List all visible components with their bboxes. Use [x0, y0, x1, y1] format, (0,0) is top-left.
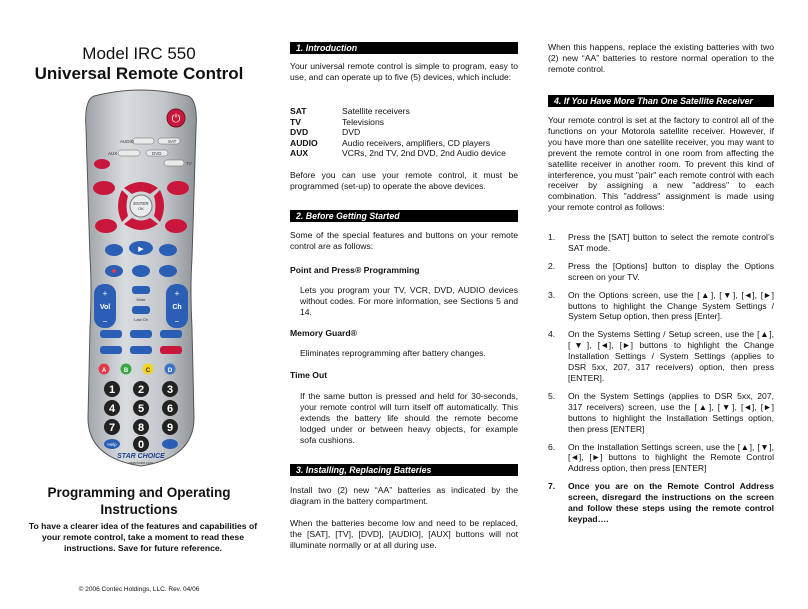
- point-press-title: Point and Press® Programming: [290, 265, 420, 275]
- svg-text:D: D: [167, 368, 173, 374]
- svg-text:3: 3: [166, 384, 174, 396]
- features-intro: Some of the special features and buttons on your remote control are as follows:: [290, 230, 518, 251]
- svg-text:Vol: Vol: [99, 304, 111, 311]
- device-row: AUDIO Audio receivers, amplifiers, CD players: [290, 137, 491, 148]
- step-item: 2. Press the [Options] button to display the Options screen on your TV.: [548, 260, 774, 282]
- svg-text:ENTER: ENTER: [133, 201, 149, 206]
- svg-text:A: A: [101, 368, 107, 374]
- svg-text:B: B: [123, 368, 129, 374]
- svg-text:6: 6: [166, 403, 174, 415]
- setup-steps: [548, 232, 774, 525]
- section-1-header: 1. Introduction: [290, 42, 518, 54]
- svg-text:−: −: [174, 317, 180, 326]
- svg-text:−: −: [102, 317, 108, 326]
- svg-text:2: 2: [137, 384, 145, 396]
- svg-text:Help: Help: [107, 442, 117, 447]
- step-item: 5. On the System Settings (applies to DSR 5xx, 207, 317 receivers) screen, use the [▲], [▼], [◄], [►] buttons to highlight the Installation Settings option, then press [ENTER]: [548, 390, 774, 434]
- svg-text:Ch: Ch: [172, 304, 182, 311]
- svg-text:Mute: Mute: [136, 297, 146, 302]
- svg-text:7: 7: [108, 422, 116, 434]
- time-out-text: If the same button is pressed and held for 30-seconds, your remote control will turn itself off automatically. This extends the battery life should the remote become lodged under or between heavy objects, for example sofa cushions.: [300, 391, 518, 445]
- svg-text:+: +: [102, 289, 108, 298]
- svg-text:DVD: DVD: [152, 151, 162, 156]
- mode-label-sat: SAT: [168, 139, 177, 144]
- step-item: 1. Press the [SAT] button to select the remote control’s SAT mode.: [548, 232, 774, 253]
- point-press-text: Lets you program your TV, VCR, DVD, AUDIO devices without codes. For more information, see Sections 5 and 14.: [300, 285, 518, 317]
- step-item: 6. On the Installation Settings screen, use the [▲], [▼], [◄], [►] buttons to highlight the Remote Control Address option, then press [ENTER]: [548, 441, 774, 474]
- svg-text:5: 5: [137, 403, 145, 415]
- svg-text:9: 9: [166, 422, 174, 434]
- section-4-header: 4. If You Have More Than One Satellite Receiver: [548, 95, 774, 107]
- intro-paragraph: Your universal remote control is simple to program, easy to use, and can operate up to five (5) devices, which include:: [290, 61, 518, 82]
- copyright: © 2006 Contec Holdings, LLC. Rev. 04/06: [78, 586, 200, 593]
- svg-text:1: 1: [108, 384, 116, 396]
- battery-install-text: Install two (2) new “AA” batteries as indicated by the diagram in the battery compartment.: [290, 485, 518, 506]
- step-item: 3. On the Options screen, use the [▲], [▼], [◄], [►] buttons to highlight the Change System Settings / System Setup option, then press [Enter].: [548, 289, 774, 322]
- svg-text:0: 0: [137, 439, 145, 451]
- section-3-header: 3. Installing, Replacing Batteries: [290, 464, 518, 476]
- model-title: Model IRC 550: [82, 44, 196, 63]
- step-item: 7. Once you are on the Remote Control Address screen, disregard the instructions on the screen and follow these steps using the remote control keypad….: [548, 481, 774, 524]
- battery-continued-text: When this happens, replace the existing batteries with two (2) new “AA” batteries to restore normal operation to the remote control.: [548, 42, 774, 74]
- svg-text:+: +: [174, 289, 180, 298]
- device-table: [290, 106, 518, 159]
- device-row: SAT Satellite receivers: [290, 106, 410, 116]
- mode-audio-button: [132, 138, 154, 144]
- power-icon: ⏻: [171, 112, 181, 125]
- mode-aux-button: [118, 150, 140, 156]
- time-out-title: Time Out: [290, 370, 328, 380]
- svg-text:C: C: [145, 368, 151, 374]
- device-row: TV Televisions: [290, 116, 385, 127]
- remote-control-illustration: [80, 88, 202, 470]
- programming-title: Programming and Operating Instructions: [47, 485, 231, 517]
- memory-guard-text: Eliminates reprogramming after battery changes.: [300, 348, 486, 358]
- mode-label-audio: AUDIO: [120, 139, 135, 144]
- pairing-intro: Your remote control is set at the factory to control all of the functions on your Motorola satellite receiver. However, if you have more than one satellite receiver, you may want to prevent the remote control in one room from affecting the satellite receiver in another room. To prevent this kind of interference, you must "pair" each remote control with each receiver by assigning a new "address" to each combination. This "address" assignment is made using your remote control as follows:: [548, 115, 774, 213]
- svg-text:4: 4: [108, 403, 116, 415]
- svg-text:▶: ▶: [138, 246, 144, 253]
- mode-tv-button: [164, 160, 184, 166]
- memory-guard-title: Memory Guard®: [290, 328, 357, 338]
- brand-url: starchoice.com: [129, 461, 153, 465]
- device-row: AUX VCRs, 2nd TV, 2nd DVD, 2nd Audio device: [290, 148, 506, 158]
- section-2-header: 2. Before Getting Started: [290, 210, 518, 222]
- product-subtitle: Universal Remote Control: [34, 64, 244, 83]
- programming-note: Before you can use your remote control, it must be programmed (set-up) to operate the above devices.: [290, 170, 518, 191]
- svg-text:AUX: AUX: [108, 151, 118, 156]
- step-item: 4. On the Systems Setting / Setup screen, use the [▲], [▼], [◄], [►] buttons to highlight the Change Installation Settings / System Settings (applies to DSR 5xx, 207, 317 receivers) option, then press [ENTER].: [548, 329, 774, 383]
- svg-text:OK: OK: [138, 206, 144, 211]
- device-row: DVD DVD: [290, 127, 361, 137]
- intro-note: To have a clearer idea of the features and capabilities of your remote control, take a moment to read these instructions. Save for future reference.: [28, 521, 258, 553]
- battery-replace-text: When the batteries become low and need to be replaced, the [SAT], [TV], [DVD], [AUDIO], [AUX] buttons will not illuminate normally or at all during use.: [290, 518, 518, 550]
- brand-logo: STAR CHOICE: [117, 453, 165, 460]
- svg-text:8: 8: [137, 422, 145, 434]
- svg-text:TV: TV: [186, 161, 192, 166]
- svg-text:Last Ch: Last Ch: [134, 317, 148, 322]
